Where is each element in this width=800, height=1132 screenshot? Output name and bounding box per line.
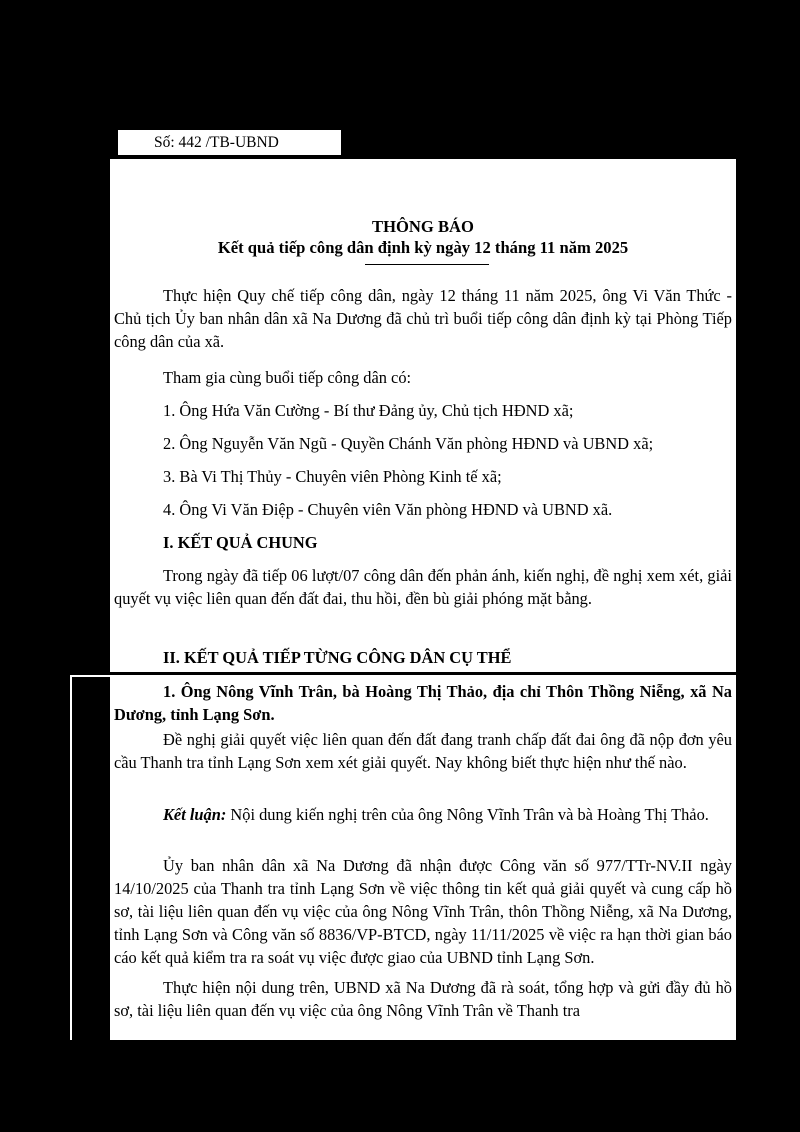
document-subtitle: Kết quả tiếp công dân định kỳ ngày 12 tháng 11 năm 2025 (217, 238, 629, 257)
document-number: Số: 442 /TB-UBND (118, 130, 341, 155)
participant-item: 1. Ông Hứa Văn Cường - Bí thư Đảng ủy, Chủ tịch HĐND xã; (163, 401, 574, 420)
participant-item: 3. Bà Vi Thị Thủy - Chuyên viên Phòng Kinh tế xã; (163, 467, 502, 486)
section1-body: Trong ngày đã tiếp 06 lượt/07 công dân đến phản ánh, kiến nghị, đề nghị xem xét, giải quyết vụ việc liên quan đến đất đai, thu hồi, đền bù giải phóng mặt bằng. (114, 566, 732, 608)
case1-request: Đề nghị giải quyết việc liên quan đến đất đang tranh chấp đất đai ông đã nộp đơn yêu cầu Thanh tra tỉnh Lạng Sơn xem xét giải quyết. Nay không biết thực hiện như thế nào. (114, 730, 732, 772)
section1-heading: I. KẾT QUẢ CHUNG (163, 533, 318, 552)
document-title: THÔNG BÁO (372, 217, 474, 236)
conclusion-label: Kết luận: (163, 805, 227, 824)
participants-label: Tham gia cùng buổi tiếp công dân có: (163, 368, 412, 387)
case1-paragraph-1: Ủy ban nhân dân xã Na Dương đã nhận được Công văn số 977/TTr-NV.II ngày 14/10/2025 của Thanh tra tỉnh Lạng Sơn về việc thông tin kết quả giải quyết và cung cấp hồ sơ, tài liệu liên quan đến vụ việc của ông Nông Vĩnh Trân, thôn Thồng Niễng, xã Na Dương, tỉnh Lạng Sơn và Công văn số 8836/VP-BTCD, ngày 11/11/2025 về việc ra hạn thời gian báo cáo kết quả kiểm tra ra soát vụ việc được giao của UBND tỉnh Lạng Sơn. (114, 856, 732, 967)
section2-heading: II. KẾT QUẢ TIẾP TỪNG CÔNG DÂN CỤ THỂ (163, 648, 512, 667)
frame-line-left (70, 675, 72, 1040)
intro-paragraph: Thực hiện Quy chế tiếp công dân, ngày 12 tháng 11 năm 2025, ông Vi Văn Thức - Chủ tịch Ủy ban nhân dân xã Na Dương đã chủ trì buổi tiếp công dân định kỳ tại Phòng Tiếp công dân của xã. (114, 286, 732, 351)
case1-conclusion (114, 803, 732, 826)
case1-paragraph-2: Thực hiện nội dung trên, UBND xã Na Dương đã rà soát, tổng hợp và gửi đầy đủ hồ sơ, tài liệu liên quan đến vụ việc của ông Nông Vĩnh Trân về Thanh tra (114, 978, 732, 1020)
conclusion-text: Nội dung kiến nghị trên của ông Nông Vĩnh Trân và bà Hoàng Thị Thảo. (226, 805, 709, 824)
participant-item: 4. Ông Vi Văn Điệp - Chuyên viên Văn phòng HĐND và UBND xã. (163, 500, 613, 519)
participant-item: 2. Ông Nguyễn Văn Ngũ - Quyền Chánh Văn phòng HĐND và UBND xã; (163, 434, 654, 453)
title-underline (365, 264, 489, 265)
document-page-top (110, 159, 736, 672)
document-page-bottom (110, 676, 736, 1040)
case1-heading: 1. Ông Nông Vĩnh Trân, bà Hoàng Thị Thảo, địa chỉ Thôn Thồng Niễng, xã Na Dương, tỉnh Lạng Sơn. (114, 682, 732, 724)
